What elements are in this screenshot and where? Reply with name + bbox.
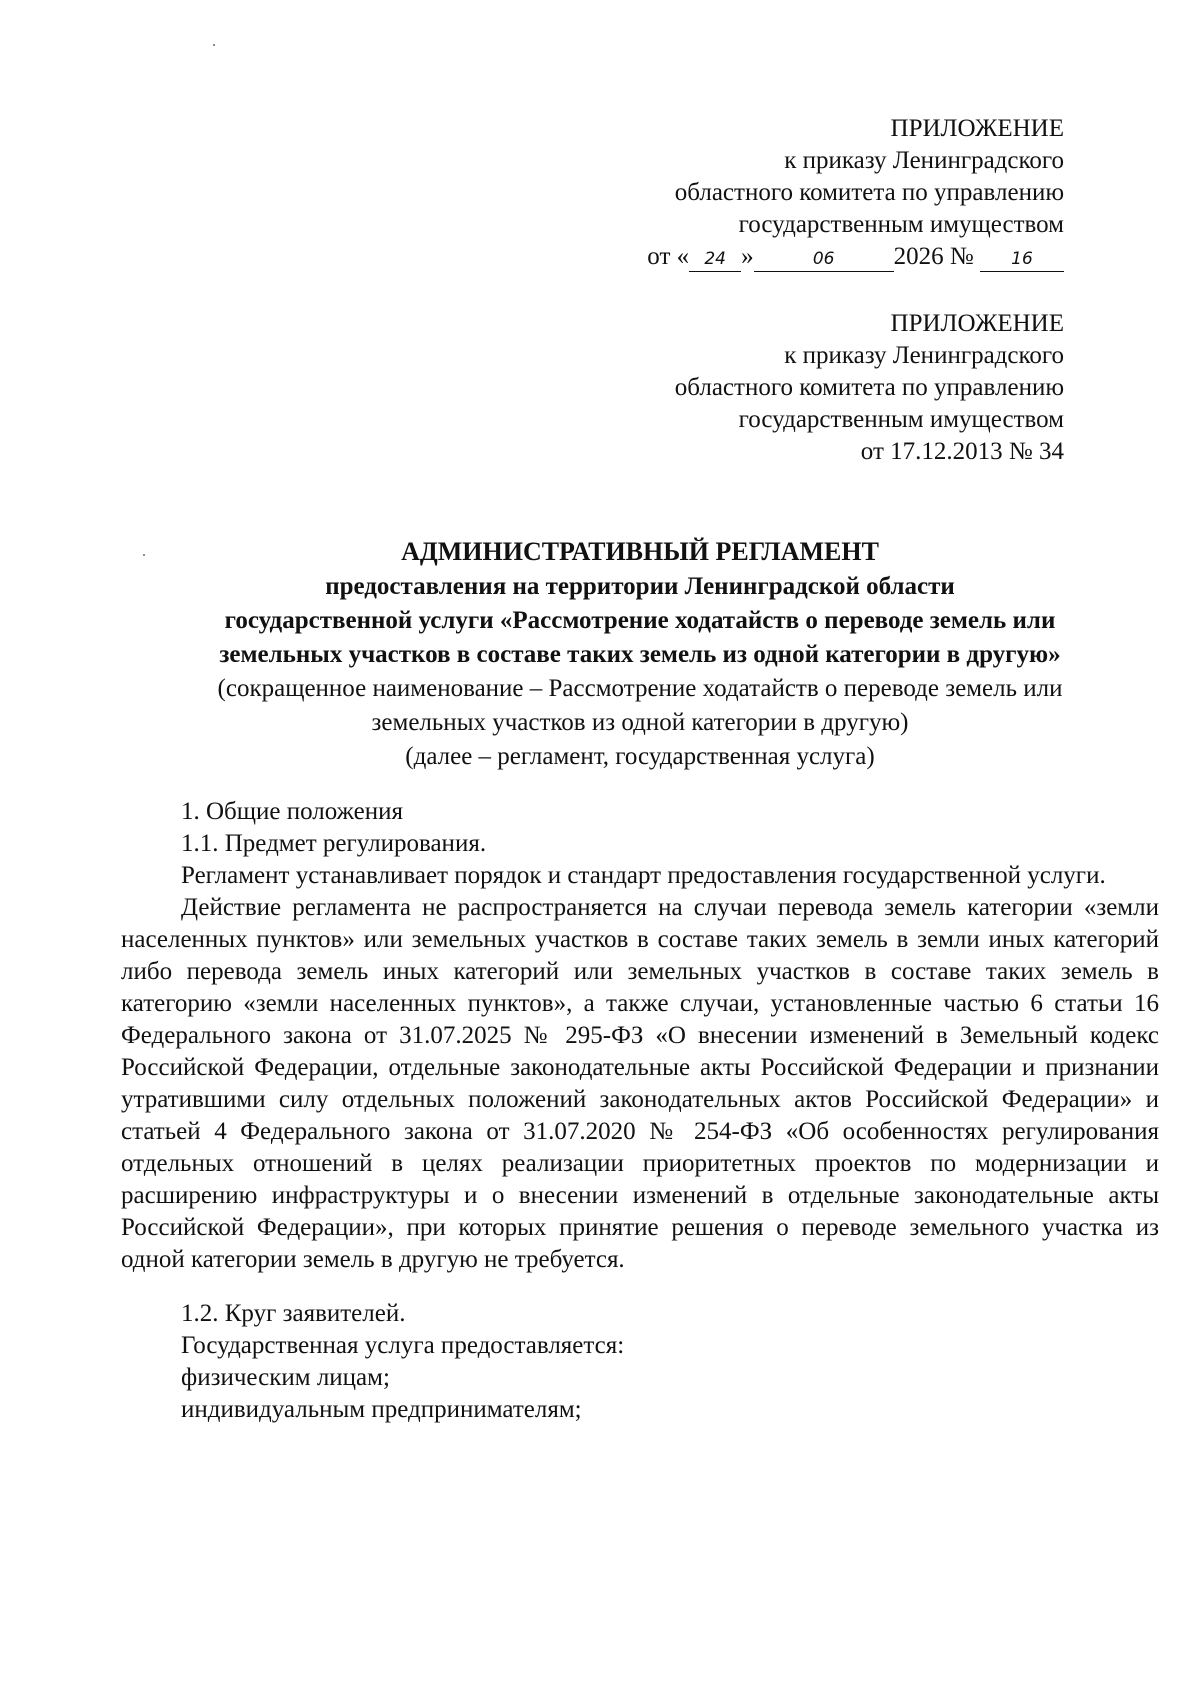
short-name-line: земельных участков из одной категории в другую) xyxy=(371,709,909,736)
paragraph: Действие регламента не распространяется на случаи перевода земель категории «земли населенных пунктов» или земельных участков в составе таких земель в земли иных категорий либо перевода земель иных категорий или земельных участков в составе таких земель в категорию «земли населенных пунктов», а также случаи, установленные частью 6 статьи 16 Федерального закона от 31.07.2025 № 295-ФЗ «О внесении изменений в Земельный кодекс Российской Федерации, отдельные законодательные акты Российской Федерации и признании утратившими силу отдельных положений законодательных актов Российской Федерации» и статьей 4 Федерального закона от 31.07.2020 № 254-ФЗ «Об особенностях регулирования отдельных отношений в целях реализации приоритетных проектов по модернизации и расширению инфраструктуры и о внесении изменений в отдельные законодательные акты Российской Федерации», при которых принятие решения о переводе земельного участка из одной категории земель в другую не требуется. xyxy=(121,894,1159,1273)
document-body xyxy=(121,796,1159,1426)
appendix-line: государственным имуществом xyxy=(738,406,1064,433)
appendix-line: областного комитета по управлению xyxy=(674,374,1064,401)
scan-speck xyxy=(213,44,215,46)
appendix-line: областного комитета по управлению xyxy=(674,179,1064,206)
appendix-date-line: от 17.12.2013 № 34 xyxy=(860,438,1064,465)
subsection-heading: 1.1. Предмет регулирования. xyxy=(181,830,487,857)
date-day-close: » xyxy=(741,243,754,270)
section-heading: 1. Общие положения xyxy=(181,798,403,825)
handwritten-order-number: 16 xyxy=(980,247,1064,272)
list-item: индивидуальным предпринимателям; xyxy=(181,1396,582,1423)
document-title-line: предоставления на территории Ленинградской области xyxy=(325,573,955,600)
appendix-line: к приказу Ленинградского xyxy=(784,342,1064,369)
document-title-block xyxy=(120,534,1160,774)
appendix-line: государственным имуществом xyxy=(738,211,1064,238)
handwritten-month: 06 xyxy=(754,247,894,272)
subsection-heading: 1.2. Круг заявителей. xyxy=(181,1300,406,1327)
appendix-original-block xyxy=(675,308,1064,468)
appendix-title: ПРИЛОЖЕНИЕ xyxy=(890,115,1064,142)
document-title-line: государственной услуги «Рассмотрение ходатайств о переводе земель или xyxy=(224,607,1056,634)
short-name-line: (сокращенное наименование – Рассмотрение ходатайств о переводе земель или xyxy=(217,675,1063,702)
handwritten-day: 24 xyxy=(689,247,741,272)
appendix-date-line xyxy=(647,241,1064,273)
document-title-line: земельных участков в составе таких земель из одной категории в другую» xyxy=(219,641,1061,668)
paragraph: Регламент устанавливает порядок и стандарт предоставления государственной услуги. xyxy=(181,862,1106,889)
appendix-current-block xyxy=(647,113,1064,273)
appendix-line: к приказу Ленинградского xyxy=(784,147,1064,174)
document-heading: АДМИНИСТРАТИВНЫЙ РЕГЛАМЕНТ xyxy=(401,537,879,566)
date-prefix: от « xyxy=(647,243,690,270)
date-year-number-label: 2026 № xyxy=(893,243,974,270)
spacer xyxy=(121,1276,1159,1298)
hereinafter-line: (далее – регламент, государственная услуга) xyxy=(405,743,875,770)
list-item: физическим лицам; xyxy=(181,1364,390,1391)
paragraph: Государственная услуга предоставляется: xyxy=(181,1332,625,1359)
appendix-title: ПРИЛОЖЕНИЕ xyxy=(890,310,1064,337)
